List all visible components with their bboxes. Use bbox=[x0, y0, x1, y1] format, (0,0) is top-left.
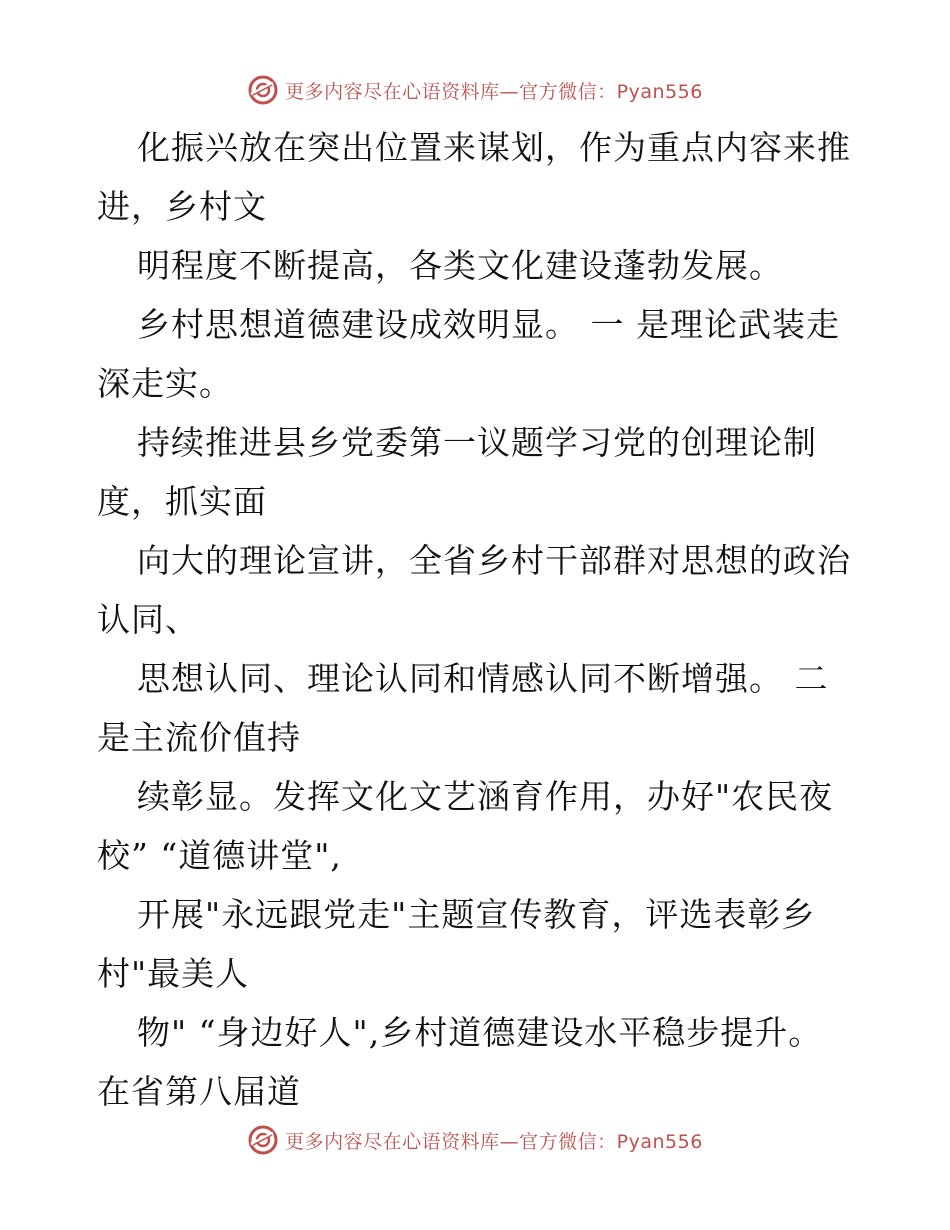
body-text-line: 认同、 bbox=[97, 600, 199, 639]
body-text-line: 度，抓实面 bbox=[97, 482, 267, 521]
watermark-text: 更多内容尽在心语资料库—官方微信：Pyan556 bbox=[285, 80, 703, 103]
body-text-line: 村"最美人 bbox=[97, 954, 250, 993]
body-text-line: 乡村思想道德建设成效明显。 一 是理论武装走 bbox=[137, 305, 840, 344]
body-text-line: 向大的理论宣讲，全省乡村干部群对思想的政治 bbox=[137, 541, 851, 580]
body-text-line: 化振兴放在突出位置来谋划，作为重点内容来推 bbox=[137, 128, 851, 167]
body-text-line: 持续推进县乡党委第一议题学习党的创理论制 bbox=[137, 423, 817, 462]
body-text-line: 校” “道德讲堂", bbox=[97, 836, 342, 875]
body-text-line: 物" “身边好人",乡村道德建设水平稳步提升。 bbox=[137, 1013, 823, 1052]
document-body bbox=[97, 118, 867, 1121]
body-text-line: 明程度不断提高，各类文化建设蓬勃发展。 bbox=[137, 246, 783, 285]
watermark-text: 更多内容尽在心语资料库—官方微信：Pyan556 bbox=[285, 1130, 703, 1153]
red-swirl-logo-icon bbox=[247, 1124, 279, 1156]
header-watermark bbox=[0, 70, 950, 110]
body-text-line: 思想认同、理论认同和情感认同不断增强。 二 bbox=[137, 659, 829, 698]
footer-watermark bbox=[0, 1120, 950, 1160]
body-text-line: 深走实。 bbox=[97, 364, 233, 403]
body-text-line: 在省第八届道 bbox=[97, 1072, 301, 1111]
red-swirl-logo-icon bbox=[247, 74, 279, 106]
body-text-line: 开展"永远跟党走"主题宣传教育，评选表彰乡 bbox=[137, 895, 816, 934]
body-text-line: 是主流价值持 bbox=[97, 718, 301, 757]
body-text-line: 进，乡村文 bbox=[97, 187, 267, 226]
body-text-line: 续彰显。发挥文化文艺涵育作用，办好"农民夜 bbox=[137, 777, 834, 816]
